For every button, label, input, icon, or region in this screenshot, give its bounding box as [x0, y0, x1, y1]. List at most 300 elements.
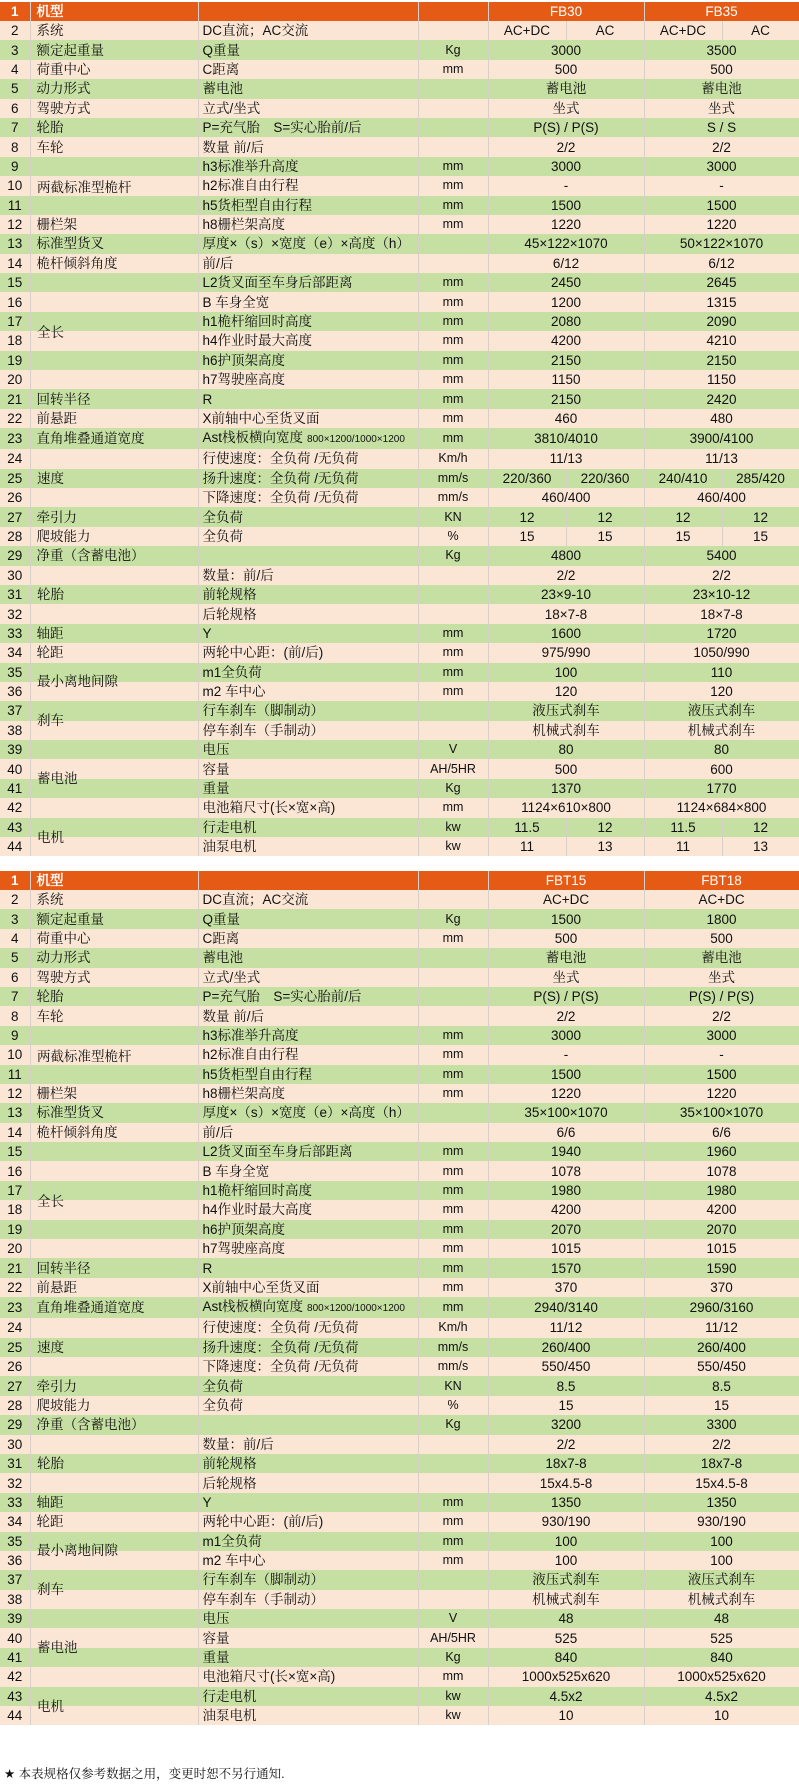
row-number: 31: [0, 585, 30, 604]
row-unit: Km/h: [418, 1318, 488, 1337]
table-row: [0, 1161, 799, 1180]
value-cell: 18x7-8: [488, 1454, 644, 1473]
table-row: [0, 1551, 799, 1570]
row-detail-text: 行使速度：全负荷 /无负荷: [202, 1320, 359, 1336]
row-number: 26: [0, 1357, 30, 1376]
row-unit: [418, 21, 488, 40]
row-detail-text: 后轮规格: [202, 1475, 257, 1491]
row-label: [30, 1239, 198, 1258]
row-unit: mm: [418, 624, 488, 643]
spec-table-fbt: [0, 871, 799, 1725]
row-detail: [198, 1532, 418, 1551]
table-row: [0, 118, 799, 137]
row-detail: [198, 118, 418, 137]
row-detail-text: 两轮中心距：(前/后): [202, 645, 324, 661]
table-row: [0, 1473, 799, 1492]
category-label: 最小离地间隙: [37, 1543, 118, 1559]
row-label: 栅栏架: [30, 1084, 198, 1103]
table-row: [0, 1297, 799, 1318]
value-cell: 80: [488, 740, 644, 759]
row-detail: [198, 1026, 418, 1045]
row-unit: mm: [418, 273, 488, 292]
row-detail: [198, 546, 418, 565]
row-label: [30, 798, 198, 817]
row-number: 23: [0, 428, 30, 449]
value-cell: 840: [644, 1648, 799, 1667]
value-cell: 930/190: [644, 1512, 799, 1531]
row-detail-text: m2 车中心: [202, 684, 266, 700]
value-cell: AC+DC: [488, 21, 566, 40]
category-label: 刹车: [37, 1582, 64, 1598]
table-row: [0, 682, 799, 701]
row-unit: mm: [418, 196, 488, 215]
value-cell: 220/360: [566, 469, 644, 488]
row-detail-text: R: [202, 1260, 213, 1276]
value-cell: -: [644, 176, 799, 195]
row-number: 28: [0, 1396, 30, 1415]
row-detail: [198, 234, 418, 253]
value-cell: 2450: [488, 273, 644, 292]
table-row: [0, 1318, 799, 1337]
row-detail-text: 电池箱尺寸(长×宽×高): [202, 1669, 336, 1685]
row-number: 14: [0, 1123, 30, 1142]
value-cell: 18×7-8: [488, 604, 644, 623]
table-row: [0, 948, 799, 967]
table-row: [0, 1609, 799, 1628]
value-cell: 1500: [488, 909, 644, 928]
row-unit: mm: [418, 682, 488, 701]
row-detail: [198, 196, 418, 215]
row-detail: [198, 1512, 418, 1531]
value-cell: 11.5: [644, 818, 722, 837]
row-detail-text: 厚度×（s）×宽度（e）×高度（h）: [202, 236, 410, 252]
table-row: [0, 137, 799, 156]
category-label: 蓄电池: [37, 771, 78, 787]
row-unit: Kg: [418, 546, 488, 565]
row-detail: [198, 1123, 418, 1142]
row-detail: [198, 968, 418, 987]
value-cell: 3300: [644, 1415, 799, 1434]
value-cell: 蓄电池: [488, 79, 644, 98]
value-cell: 4.5x2: [644, 1687, 799, 1706]
row-detail-text: h5货柜型自由行程: [202, 1066, 313, 1082]
row-unit: mm: [418, 60, 488, 79]
value-cell: 6/12: [488, 254, 644, 273]
row-unit: V: [418, 1609, 488, 1628]
row-detail: [198, 449, 418, 468]
value-cell: FBT15: [488, 871, 644, 890]
table-row: [0, 759, 799, 778]
value-cell: 1220: [488, 215, 644, 234]
row-detail: [198, 176, 418, 195]
row-number: 15: [0, 1142, 30, 1161]
row-unit: mm: [418, 1220, 488, 1239]
value-cell: 3000: [488, 40, 644, 59]
row-unit: mm/s: [418, 469, 488, 488]
row-unit: mm: [418, 389, 488, 408]
value-cell: 2150: [488, 389, 644, 408]
table-row: [0, 1123, 799, 1142]
value-cell: 525: [644, 1628, 799, 1647]
row-detail-text: 电压: [202, 1611, 230, 1627]
value-cell: 3900/4100: [644, 428, 799, 449]
value-cell: 11/13: [644, 449, 799, 468]
row-label: 驾驶方式: [30, 99, 198, 118]
value-cell: 15: [644, 527, 722, 546]
value-cell: -: [488, 1045, 644, 1064]
row-unit: mm: [418, 351, 488, 370]
table-row: [0, 643, 799, 662]
table-row: [0, 929, 799, 948]
row-number: 8: [0, 1006, 30, 1025]
row-unit: Kg: [418, 779, 488, 798]
value-cell: FB35: [644, 2, 799, 21]
row-number: 1: [0, 871, 30, 890]
row-detail-text: L2货叉面至车身后部距离: [202, 1144, 353, 1160]
table-row: [0, 1590, 799, 1609]
row-number: 34: [0, 643, 30, 662]
row-detail-text: Ast栈板横向宽度: [202, 430, 304, 446]
row-unit: [418, 948, 488, 967]
value-cell: 12: [644, 507, 722, 526]
row-detail: [198, 1551, 418, 1570]
value-cell: 2/2: [644, 1006, 799, 1025]
row-label: 前悬距: [30, 1278, 198, 1297]
value-cell: 1960: [644, 1142, 799, 1161]
row-detail-text: 电池箱尺寸(长×宽×高): [202, 800, 336, 816]
value-cell: 18×7-8: [644, 604, 799, 623]
category-label: 最小离地间隙: [37, 674, 118, 690]
row-detail: [198, 1278, 418, 1297]
value-cell: 3000: [644, 1026, 799, 1045]
row-detail-text: DC直流；AC交流: [202, 892, 309, 908]
table-row: [0, 1258, 799, 1277]
row-detail-text: Y: [202, 625, 212, 641]
row-unit: mm: [418, 1161, 488, 1180]
row-detail-text: 行使速度：全负荷 /无负荷: [202, 451, 359, 467]
value-cell: 23×9-10: [488, 585, 644, 604]
row-label: [30, 740, 198, 759]
row-detail-text: 立式/坐式: [202, 100, 261, 116]
row-unit: [418, 701, 488, 720]
row-number: 9: [0, 157, 30, 176]
row-number: 8: [0, 137, 30, 156]
value-cell: 370: [488, 1278, 644, 1297]
value-cell: 11: [488, 837, 566, 856]
value-cell: 13: [566, 837, 644, 856]
table-row: [0, 1493, 799, 1512]
row-number: 2: [0, 21, 30, 40]
value-cell: 460/400: [488, 488, 644, 507]
value-cell: 1000x525x620: [488, 1667, 644, 1686]
table-row: [0, 1278, 799, 1297]
row-number: 23: [0, 1297, 30, 1318]
row-label: [30, 273, 198, 292]
value-cell: 1050/990: [644, 643, 799, 662]
value-cell: 240/410: [644, 469, 722, 488]
value-cell: 10: [644, 1706, 799, 1725]
row-unit: [418, 1123, 488, 1142]
table-row: [0, 837, 799, 856]
row-detail-text: Q重量: [202, 911, 241, 927]
row-label: 标准型货叉: [30, 234, 198, 253]
row-number: 32: [0, 604, 30, 623]
value-cell: 2645: [644, 273, 799, 292]
row-unit: mm: [418, 643, 488, 662]
row-detail-text: h8栅栏架高度: [202, 1086, 286, 1102]
category-label: 速度: [37, 1339, 64, 1355]
row-label: 轮距: [30, 643, 198, 662]
row-number: 34: [0, 1512, 30, 1531]
row-label: [30, 1220, 198, 1239]
row-label: 车轮: [30, 1006, 198, 1025]
value-cell: 500: [488, 60, 644, 79]
row-number: 5: [0, 948, 30, 967]
row-detail-text: 电压: [202, 742, 230, 758]
table-row: [0, 1454, 799, 1473]
table-row: [0, 890, 799, 909]
value-cell: 2070: [488, 1220, 644, 1239]
value-cell: 蓄电池: [488, 948, 644, 967]
row-number: 12: [0, 215, 30, 234]
value-cell: 15: [644, 1396, 799, 1415]
row-detail: [198, 1181, 418, 1200]
value-cell: 11.5: [488, 818, 566, 837]
row-number: 7: [0, 987, 30, 1006]
row-detail-text: 前轮规格: [202, 1456, 257, 1472]
row-unit: mm: [418, 1278, 488, 1297]
header-row: [0, 871, 799, 890]
value-cell: 1315: [644, 292, 799, 311]
row-detail: [198, 929, 418, 948]
value-cell: 120: [488, 682, 644, 701]
row-detail-text: 扬升速度：全负荷 /无负荷: [202, 1339, 359, 1355]
value-cell: FB30: [488, 2, 644, 21]
value-cell: 220/360: [488, 469, 566, 488]
value-cell: 1980: [644, 1181, 799, 1200]
value-cell: 3000: [488, 1026, 644, 1045]
value-cell: 15: [566, 527, 644, 546]
value-cell: 坐式: [644, 968, 799, 987]
row-label: 净重（含蓄电池）: [30, 546, 198, 565]
row-number: 41: [0, 779, 30, 798]
row-detail: [198, 389, 418, 408]
row-number: 24: [0, 449, 30, 468]
value-cell: 3000: [488, 157, 644, 176]
category-label: 轮胎: [37, 587, 64, 602]
value-cell: 12: [722, 507, 799, 526]
row-detail: [198, 1570, 418, 1589]
row-detail-text: 全负荷: [202, 1378, 243, 1394]
value-cell: 15: [488, 527, 566, 546]
value-cell: 2/2: [644, 137, 799, 156]
table-row: [0, 1396, 799, 1415]
row-detail: [198, 1493, 418, 1512]
row-number: 22: [0, 1278, 30, 1297]
row-unit: [418, 99, 488, 118]
table-row: [0, 1103, 799, 1122]
row-unit: [418, 968, 488, 987]
row-unit: mm: [418, 798, 488, 817]
row-detail: [198, 157, 418, 176]
row-unit: [418, 1570, 488, 1589]
table-row: [0, 1006, 799, 1025]
row-detail: [198, 488, 418, 507]
value-cell: S / S: [644, 118, 799, 137]
table-row: [0, 818, 799, 837]
row-unit: [418, 721, 488, 740]
row-detail-text: 容量: [202, 761, 230, 777]
row-detail: [198, 273, 418, 292]
row-number: 16: [0, 292, 30, 311]
value-cell: 460/400: [644, 488, 799, 507]
row-label: 系统: [30, 890, 198, 909]
header-row: [0, 2, 799, 21]
row-label: 轴距: [30, 624, 198, 643]
row-number: 35: [0, 1532, 30, 1551]
value-cell: 液压式刹车: [644, 701, 799, 720]
row-detail: [198, 1396, 418, 1415]
table-row: [0, 99, 799, 118]
row-detail: [198, 837, 418, 856]
row-detail-text: 停车刹车（手制动）: [202, 722, 324, 738]
row-detail-text: 厚度×（s）×宽度（e）×高度（h）: [202, 1105, 410, 1121]
table-row: [0, 527, 799, 546]
value-cell: 550/450: [644, 1357, 799, 1376]
row-detail-text: 下降速度：全负荷 /无负荷: [202, 490, 359, 506]
row-detail: [198, 137, 418, 156]
value-cell: 1350: [488, 1493, 644, 1512]
row-label: 标准型货叉: [30, 1103, 198, 1122]
value-cell: 2070: [644, 1220, 799, 1239]
row-unit: [418, 118, 488, 137]
table-row: [0, 409, 799, 428]
row-detail-text: 立式/坐式: [202, 969, 261, 985]
row-detail-text: Q重量: [202, 42, 241, 58]
row-label: [30, 1318, 198, 1337]
value-cell: 15: [488, 1396, 644, 1415]
row-detail-text: h2标准自由行程: [202, 178, 299, 194]
row-detail-text: 两轮中心距：(前/后): [202, 1514, 324, 1530]
table-row: [0, 469, 799, 488]
row-detail-text: 容量: [202, 1630, 230, 1646]
row-label: [30, 370, 198, 389]
row-number: 40: [0, 759, 30, 778]
value-cell: 500: [644, 929, 799, 948]
row-unit: [418, 1454, 488, 1473]
row-detail: [198, 1142, 418, 1161]
table-row: [0, 1435, 799, 1454]
row-number: 38: [0, 721, 30, 740]
row-detail: [198, 79, 418, 98]
table-row: [0, 1220, 799, 1239]
value-cell: 液压式刹车: [488, 1570, 644, 1589]
row-number: 44: [0, 837, 30, 856]
table-row: [0, 1338, 799, 1357]
value-cell: 930/190: [488, 1512, 644, 1531]
row-number: 13: [0, 234, 30, 253]
row-detail-text: h6护顶架高度: [202, 352, 286, 368]
value-cell: 4200: [488, 1200, 644, 1219]
row-detail: [198, 312, 418, 331]
row-detail: [198, 663, 418, 682]
row-label: 桅杆倾斜角度: [30, 254, 198, 273]
value-cell: 2080: [488, 312, 644, 331]
row-label: [30, 292, 198, 311]
row-detail: [198, 1590, 418, 1609]
table-row: [0, 488, 799, 507]
row-unit: mm: [418, 1045, 488, 1064]
row-number: 29: [0, 1415, 30, 1434]
row-number: 18: [0, 1200, 30, 1219]
row-number: 37: [0, 701, 30, 720]
category-label: 速度: [37, 470, 64, 486]
value-cell: 12: [566, 818, 644, 837]
row-detail: [198, 740, 418, 759]
table-row: [0, 585, 799, 604]
value-cell: AC: [722, 21, 799, 40]
row-label: 直角堆叠通道宽度: [30, 428, 198, 449]
row-label: 额定起重量: [30, 909, 198, 928]
row-unit: AH/5HR: [418, 759, 488, 778]
value-cell: 975/990: [488, 643, 644, 662]
category-label: 全长: [37, 325, 64, 341]
category-label: 电机: [37, 829, 64, 845]
row-unit: mm: [418, 428, 488, 449]
row-detail: [198, 1084, 418, 1103]
value-cell: 5400: [644, 546, 799, 565]
table-row: [0, 798, 799, 817]
table-row: [0, 312, 799, 331]
table-row: [0, 1415, 799, 1434]
row-unit: mm: [418, 929, 488, 948]
row-detail-text: m1全负荷: [202, 664, 262, 680]
value-cell: 100: [488, 1551, 644, 1570]
row-detail-text: 前轮规格: [202, 587, 257, 603]
value-cell: 500: [644, 60, 799, 79]
value-cell: 100: [488, 1532, 644, 1551]
value-cell: P(S) / P(S): [488, 987, 644, 1006]
value-cell: 525: [488, 1628, 644, 1647]
table-row: [0, 1706, 799, 1725]
row-detail-text: 重量: [202, 1650, 230, 1666]
row-detail: [198, 890, 418, 909]
row-label: [30, 1142, 198, 1161]
value-cell: 100: [644, 1551, 799, 1570]
row-detail: [198, 527, 418, 546]
row-detail-text: h1桅杆缩回时高度: [202, 1183, 313, 1199]
row-number: 35: [0, 663, 30, 682]
value-cell: 12: [722, 818, 799, 837]
table-row: [0, 196, 799, 215]
value-cell: 1220: [644, 1084, 799, 1103]
value-cell: AC+DC: [644, 890, 799, 909]
row-detail-text: h4作业时最大高度: [202, 1202, 313, 1218]
value-cell: 12: [566, 507, 644, 526]
value-cell: AC+DC: [488, 890, 644, 909]
value-cell: 2940/3140: [488, 1297, 644, 1318]
row-detail: [198, 2, 418, 21]
table-row: [0, 1532, 799, 1551]
row-number: 42: [0, 1667, 30, 1686]
row-detail: [198, 871, 418, 890]
value-cell: 10: [488, 1706, 644, 1725]
value-cell: 2420: [644, 389, 799, 408]
row-detail: [198, 585, 418, 604]
row-detail: [198, 1258, 418, 1277]
row-label: 爬坡能力: [30, 1396, 198, 1415]
row-detail-text: 数量：前/后: [202, 567, 274, 583]
